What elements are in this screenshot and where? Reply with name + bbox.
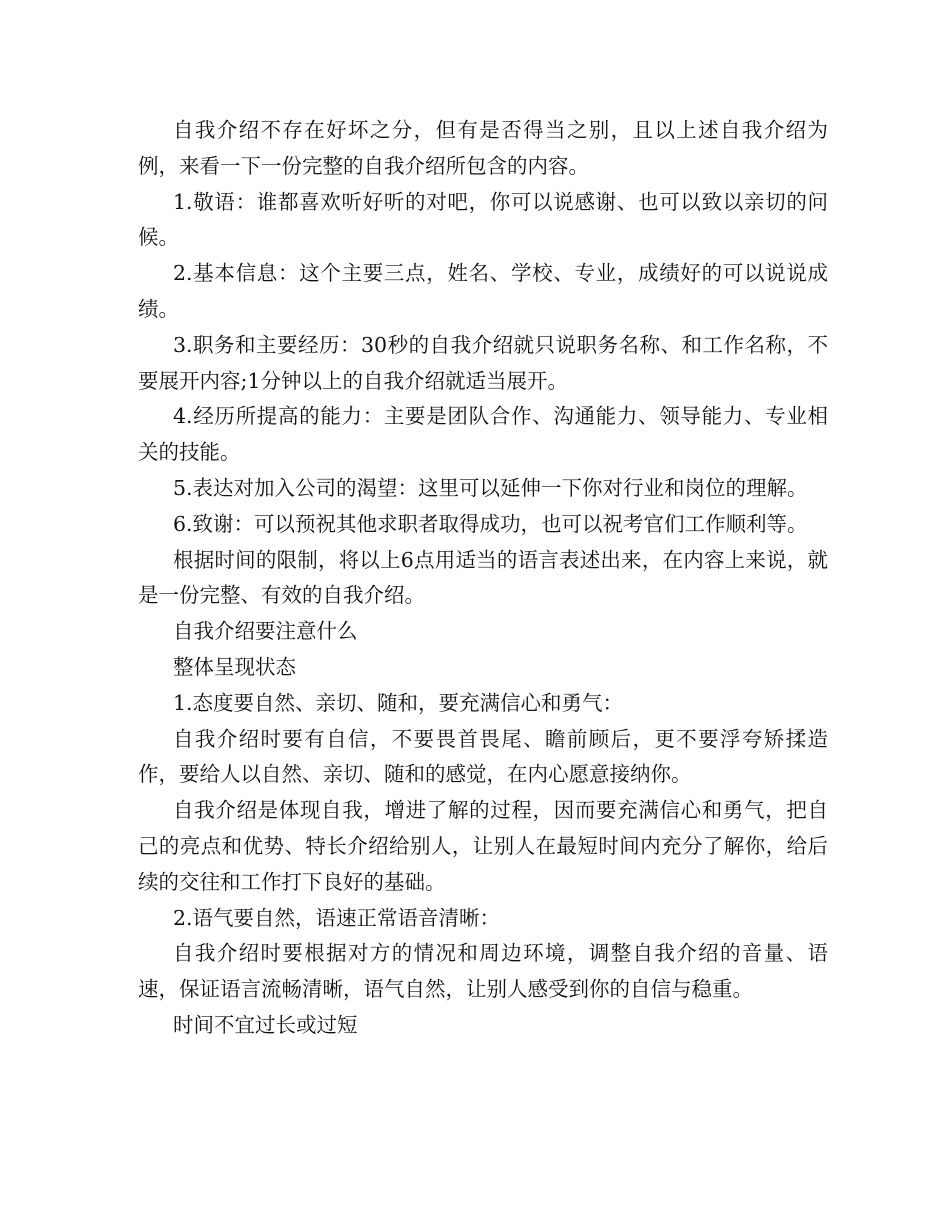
paragraph-item-2: 2.基本信息：这个主要三点，姓名、学校、专业，成绩好的可以说说成绩。 [138, 261, 828, 321]
paragraph-confidence: 自我介绍时要有自信，不要畏首畏尾、瞻前顾后，更不要浮夸矫揉造作，要给人以自然、亲切、随和的感觉，在内心愿意接纳你。 [138, 726, 828, 787]
point-heading-2: 2.语气要自然，语速正常语音清晰： [173, 905, 501, 930]
paragraph-tone: 自我介绍时要根据对方的情况和周边环境，调整自我介绍的音量、语速，保证语言流畅清晰，语气自然，让别人感受到你的自信与稳重。 [138, 941, 828, 1002]
subsection-heading-time: 时间不宜过长或过短 [173, 1012, 358, 1037]
paragraph-item-3: 3.职务和主要经历：30秒的自我介绍就只说职务名称、和工作名称，不要展开内容;1分钟以上的自我介绍就适当展开。 [138, 332, 828, 393]
paragraph-item-5: 5.表达对加入公司的渴望：这里可以延伸一下你对行业和岗位的理解。 [173, 475, 808, 500]
paragraph-self-expression: 自我介绍是体现自我，增进了解的过程，因而要充满信心和勇气，把自己的亮点和优势、特长介绍给别人，让别人在最短时间内充分了解你，给后续的交往和工作打下良好的基础。 [138, 798, 828, 894]
paragraph-intro: 自我介绍不存在好坏之分，但有是否得当之别，且以上述自我介绍为例，来看一下一份完整的自我介绍所包含的内容。 [138, 118, 828, 178]
paragraph-item-1: 1.敬语：谁都喜欢听好听的对吧，你可以说感谢、也可以致以亲切的问候。 [138, 189, 828, 250]
paragraph-summary: 根据时间的限制，将以上6点用适当的语言表述出来，在内容上来说，就是一份完整、有效的自我介绍。 [138, 547, 828, 608]
paragraph-item-4: 4.经历所提高的能力：主要是团队合作、沟通能力、领导能力、专业相关的技能。 [138, 404, 828, 465]
section-heading: 自我介绍要注意什么 [173, 619, 358, 644]
subsection-heading: 整体呈现状态 [173, 654, 296, 679]
point-heading-1: 1.态度要自然、亲切、随和，要充满信心和勇气： [173, 690, 624, 715]
document-body [138, 113, 828, 1044]
paragraph-item-6: 6.致谢：可以预祝其他求职者取得成功，也可以祝考官们工作顺利等。 [173, 511, 808, 536]
